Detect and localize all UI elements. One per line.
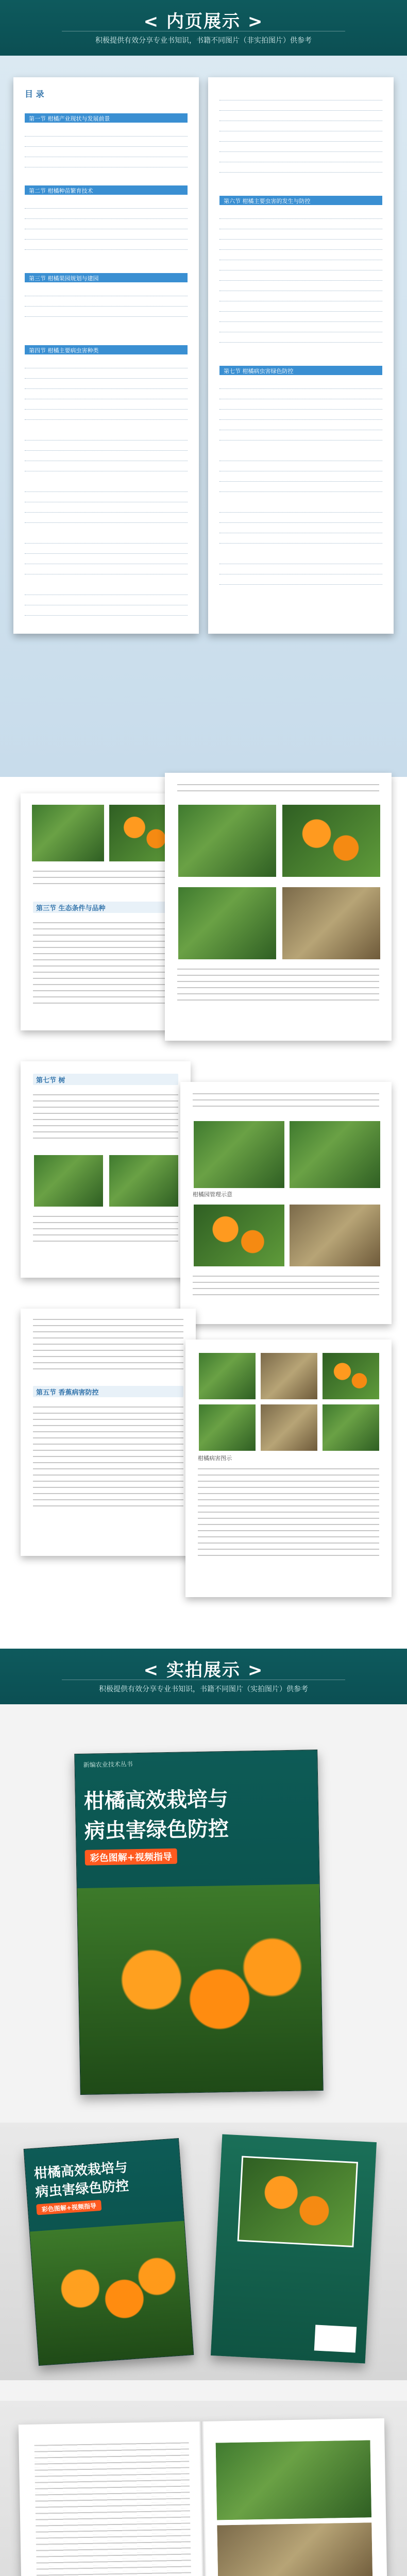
toc-entry (219, 232, 382, 240)
book-cover-front (24, 2138, 194, 2366)
photo-fruit-cluster (281, 804, 381, 878)
text-line (36, 2504, 190, 2511)
toc-entry (25, 536, 188, 544)
toc-entry (25, 433, 188, 440)
toc-entry (219, 304, 382, 312)
toc-entry (25, 402, 188, 410)
text-line (33, 1493, 183, 1497)
text-line (33, 1100, 178, 1105)
text-line (198, 1518, 379, 1522)
text-line (33, 871, 178, 875)
text-line (33, 1094, 178, 1098)
book-spine (199, 2421, 208, 2576)
text-line (33, 1456, 183, 1460)
toc-entry (219, 314, 382, 322)
text-line (198, 1543, 379, 1547)
text-line (198, 1481, 379, 1485)
toc-entry (25, 567, 188, 574)
toc-entry (219, 412, 382, 420)
toc-entry (25, 129, 188, 137)
text-line (33, 1487, 183, 1491)
text-line (198, 1487, 379, 1491)
toc-entry (25, 201, 188, 209)
banner-title: < 内页展示 > (143, 11, 264, 32)
open-book-spread (19, 2418, 388, 2576)
section-banner-inner (0, 0, 407, 56)
toc-page-right (208, 77, 394, 634)
toc-entry (25, 443, 188, 451)
text-line (177, 975, 379, 979)
toc-entry (219, 124, 382, 131)
toc-entry (25, 484, 188, 492)
toc-entry (25, 371, 188, 379)
text-line (177, 987, 379, 991)
toc-entry (219, 113, 382, 121)
toc-entry (219, 294, 382, 301)
toc-entry (219, 222, 382, 229)
text-line (33, 928, 178, 933)
text-line (177, 784, 379, 788)
toc-entry (219, 381, 382, 389)
text-line (33, 1325, 183, 1329)
photo-tree (33, 1154, 104, 1208)
toc-entry (25, 587, 188, 595)
text-line (33, 1234, 178, 1239)
book-cover-hero (74, 1750, 323, 2095)
inner-page-6 (185, 1340, 392, 1597)
toc-entry (25, 546, 188, 554)
text-line (177, 981, 379, 985)
text-line (198, 1475, 379, 1479)
text-line (198, 1555, 379, 1559)
inner-page-3 (21, 1061, 191, 1278)
text-line (33, 1319, 183, 1323)
inner-page-2 (165, 773, 392, 1041)
text-line (33, 1344, 183, 1348)
toc-entry (25, 598, 188, 605)
toc-entry (219, 155, 382, 162)
text-line (33, 883, 178, 887)
toc-entry (25, 381, 188, 389)
text-line (36, 2529, 190, 2535)
cover-title-line1: 柑橘高效栽培与 (83, 1786, 229, 1814)
inner-page-1-head: 第三节 生态条件与品种 (36, 905, 106, 912)
text-line (177, 790, 379, 794)
photo-grove (289, 1120, 381, 1189)
toc-title: 目 录 (25, 89, 44, 99)
toc-entry (219, 567, 382, 574)
toc-entry (25, 361, 188, 368)
photo-damage (281, 886, 381, 960)
toc-entry (25, 505, 188, 513)
text-line (36, 2522, 190, 2529)
photo-orchard (177, 804, 277, 878)
photo-orchard (215, 2439, 373, 2521)
text-line (33, 1368, 183, 1372)
text-line (177, 999, 379, 1004)
text-line (33, 1475, 183, 1479)
toc-entry (25, 242, 188, 250)
toc-page-left (13, 77, 199, 634)
toc-entry (219, 103, 382, 111)
cover-title-line1: 柑橘高效栽培与 (33, 2160, 128, 2182)
text-line (33, 1462, 183, 1466)
toc-entry (219, 453, 382, 461)
text-line (33, 1222, 178, 1226)
text-line (198, 1512, 379, 1516)
toc-entry (25, 608, 188, 616)
barcode (314, 2325, 357, 2352)
toc-entry (219, 144, 382, 152)
text-line (33, 1337, 183, 1342)
text-line (33, 1107, 178, 1111)
toc-entry (25, 211, 188, 219)
toc-entry (219, 526, 382, 533)
text-line (35, 2473, 190, 2480)
text-line (193, 1276, 379, 1280)
photo-disease (198, 1403, 257, 1452)
text-line (33, 984, 178, 988)
photo-citrus-tree (31, 804, 105, 862)
text-line (35, 2479, 190, 2486)
text-line (37, 2566, 191, 2572)
text-line (193, 1282, 379, 1286)
toc-entry (219, 577, 382, 585)
toc-entry (219, 484, 382, 492)
text-line (177, 993, 379, 997)
text-line (33, 1113, 178, 1117)
back-cover-photo (238, 2156, 358, 2247)
text-line (36, 2547, 191, 2554)
toc-entry (25, 149, 188, 157)
text-line (33, 1356, 183, 1360)
text-line (36, 2541, 191, 2548)
text-line (33, 1413, 183, 1417)
toc-chapter-4: 第四节 柑橘主要病虫害种类 (29, 347, 99, 354)
toc-entry (25, 392, 188, 399)
text-line (198, 1505, 379, 1510)
text-line (33, 972, 178, 976)
text-line (33, 1505, 183, 1510)
toc-entry (219, 242, 382, 250)
toc-entry (25, 309, 188, 317)
inner-page-4-caption: 柑橘园管理示意 (193, 1191, 232, 1198)
text-line (33, 1131, 178, 1136)
toc-entry (219, 474, 382, 482)
cover-title-line2: 病虫害绿色防控 (84, 1816, 229, 1843)
toc-entry (219, 93, 382, 100)
text-line (33, 953, 178, 957)
text-line (33, 947, 178, 951)
inner-page-5 (21, 1309, 196, 1556)
text-line (33, 1444, 183, 1448)
section-banner-real (0, 1649, 407, 1704)
photo-disease (260, 1352, 318, 1400)
text-line (198, 1536, 379, 1540)
text-line (33, 1425, 183, 1429)
text-line (37, 2560, 191, 2566)
toc-entry (25, 495, 188, 502)
photo-branch (289, 1204, 381, 1267)
inner-page-4 (180, 1082, 392, 1324)
text-line (33, 1003, 178, 1007)
text-line (35, 2461, 189, 2467)
text-line (35, 2454, 189, 2461)
book-cover-back (211, 2134, 377, 2363)
text-line (33, 965, 178, 970)
toc-entry (25, 289, 188, 296)
toc-entry (219, 464, 382, 471)
text-line (36, 2553, 191, 2560)
toc-entry (219, 273, 382, 281)
toc-entry (219, 392, 382, 399)
text-line (193, 1106, 379, 1110)
text-line (33, 990, 178, 994)
toc-entry (219, 283, 382, 291)
photo-disease (321, 1352, 380, 1400)
text-line (33, 1499, 183, 1503)
text-line (33, 978, 178, 982)
text-line (35, 2498, 190, 2504)
toc-chapter-3: 第三节 柑橘果园规划与建园 (29, 275, 99, 282)
cover-fruit-photo (30, 2221, 193, 2365)
photo-leaves (177, 886, 277, 960)
text-line (35, 2485, 190, 2492)
toc-entry (25, 222, 188, 229)
inner-page-5-head: 第五节 香蕉病害防控 (36, 1389, 99, 1397)
cover-tag: 彩色图解+视频指导 (36, 2200, 101, 2215)
text-line (33, 1468, 183, 1472)
toc-entry (219, 134, 382, 142)
toc-entry (25, 412, 188, 420)
text-line (33, 1241, 178, 1245)
text-line (33, 1138, 178, 1142)
toc-entry (25, 139, 188, 147)
text-line (35, 2492, 190, 2498)
text-line (33, 1331, 183, 1335)
toc-entry (219, 536, 382, 544)
text-line (33, 1419, 183, 1423)
text-line (198, 1524, 379, 1528)
text-line (198, 1468, 379, 1472)
photo-fruit (193, 1204, 285, 1267)
toc-entry (25, 464, 188, 471)
text-line (36, 2516, 190, 2523)
text-line (33, 1216, 178, 1220)
text-line (177, 969, 379, 973)
cover-tag: 彩色图解+视频指导 (85, 1849, 178, 1866)
cover-title-line2: 病虫害绿色防控 (35, 2178, 130, 2200)
text-line (33, 1450, 183, 1454)
cover-fruit-photo (77, 1884, 323, 2094)
toc-entry (25, 453, 188, 461)
text-line (33, 935, 178, 939)
text-line (33, 1431, 183, 1435)
text-line (35, 2448, 189, 2455)
cover-series: 新编农业技术丛书 (83, 1760, 133, 1769)
text-line (37, 2572, 191, 2576)
toc-entry (219, 325, 382, 332)
toc-entry (219, 556, 382, 564)
toc-entry (25, 299, 188, 307)
text-line (33, 1228, 178, 1232)
photo-disease (198, 1352, 257, 1400)
photo-grove (193, 1120, 285, 1189)
text-line (36, 2535, 191, 2541)
text-line (198, 1499, 379, 1503)
text-line (193, 1288, 379, 1292)
photo-disease (321, 1403, 380, 1452)
text-line (198, 1530, 379, 1534)
toc-entry (219, 402, 382, 410)
text-line (33, 1437, 183, 1442)
text-line (35, 2467, 189, 2473)
text-line (198, 1493, 379, 1497)
toc-entry (219, 211, 382, 219)
text-line (33, 1406, 183, 1411)
banner-title: < 实拍展示 > (143, 1660, 264, 1681)
toc-entry (219, 263, 382, 270)
text-line (193, 1093, 379, 1097)
banner-subtitle: 积极提供有效分享专业书知识，书籍不同图片（非实拍图片）供参考 (95, 37, 312, 45)
text-line (33, 1119, 178, 1123)
toc-entry (25, 556, 188, 564)
inner-page-3-head: 第七节 树 (36, 1077, 65, 1084)
photo-ground (216, 2521, 374, 2576)
toc-entry (219, 335, 382, 343)
toc-right-chapter-2: 第七节 柑橘病虫害绿色防控 (224, 368, 294, 375)
text-line (33, 959, 178, 963)
toc-entry (25, 232, 188, 240)
inner-page-6-caption: 柑橘病害图示 (198, 1455, 232, 1462)
toc-entry (219, 252, 382, 260)
toc-entry (219, 515, 382, 523)
photo-tree (108, 1154, 179, 1208)
photo-disease (260, 1403, 318, 1452)
text-line (36, 2510, 190, 2517)
text-line (193, 1099, 379, 1104)
toc-entry (219, 433, 382, 440)
toc-entry (219, 165, 382, 173)
text-line (33, 1125, 178, 1129)
text-line (33, 1362, 183, 1366)
banner-subtitle: 积极提供有效分享专业书知识，书籍不同图片（实拍图片）供参考 (99, 1685, 308, 1693)
toc-entry (25, 160, 188, 167)
toc-entry (219, 422, 382, 430)
text-line (193, 1294, 379, 1298)
toc-entry (219, 505, 382, 513)
toc-chapter-1: 第一节 柑橘产业现状与发展前景 (29, 115, 110, 122)
text-line (33, 1350, 183, 1354)
text-line (33, 996, 178, 1001)
text-line (33, 877, 178, 881)
text-line (33, 922, 178, 926)
text-line (35, 2442, 189, 2449)
toc-entry (25, 515, 188, 523)
text-line (33, 941, 178, 945)
text-line (198, 1549, 379, 1553)
toc-chapter-2: 第二节 柑橘种苗繁育技术 (29, 188, 93, 194)
toc-right-chapter-1: 第六节 柑橘主要虫害的发生与防控 (224, 198, 311, 205)
text-line (33, 1481, 183, 1485)
